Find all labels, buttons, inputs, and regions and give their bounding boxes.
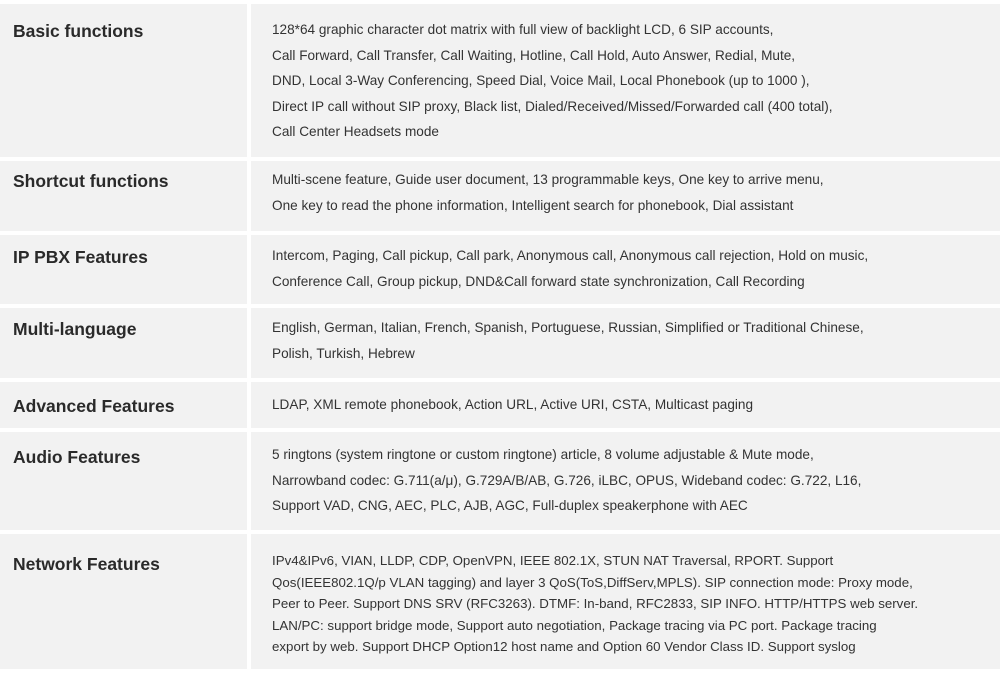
- value-line: Direct IP call without SIP proxy, Black list, Dialed/Received/Missed/Forwarded call (400 total),: [272, 98, 833, 114]
- row-value: [251, 235, 1000, 304]
- value-line: Multi-scene feature, Guide user document, 13 programmable keys, One key to arrive menu,: [272, 172, 824, 187]
- value-line: export by web. Support DHCP Option12 host name and Option 60 Vendor Class ID. Support syslog: [272, 639, 856, 654]
- value-line: IPv4&IPv6, VIAN, LLDP, CDP, OpenVPN, IEEE 802.1X, STUN NAT Traversal, RPORT. Support: [272, 553, 834, 568]
- value-line: DND, Local 3-Way Conferencing, Speed Dial, Voice Mail, Local Phonebook (up to 1000 ),: [272, 73, 810, 88]
- value-line: LDAP, XML remote phonebook, Action URL, Active URI, CSTA, Multicast paging: [272, 397, 754, 412]
- row-value: [251, 161, 1000, 231]
- spec-row-advanced-features: [0, 382, 1000, 428]
- value-line: Support VAD, CNG, AEC, PLC, AJB, AGC, Full-duplex speakerphone with AEC: [272, 498, 748, 513]
- row-value: [251, 534, 1000, 669]
- value-line: 128*64 graphic character dot matrix with full view of backlight LCD, 6 SIP accounts,: [272, 22, 774, 37]
- value-line: Narrowband codec: G.711(a/μ), G.729A/B/AB, G.726, iLBC, OPUS, Wideband codec: G.722, L16,: [272, 472, 862, 488]
- row-label-text: Audio Features: [13, 447, 141, 467]
- value-line: English, German, Italian, French, Spanish, Portuguese, Russian, Simplified or Traditional Chinese,: [272, 320, 864, 335]
- row-label: [0, 4, 247, 157]
- row-value: [251, 382, 1000, 428]
- row-label-text: Network Features: [13, 554, 160, 574]
- value-line: Conference Call, Group pickup, DND&Call forward state synchronization, Call Recording: [272, 273, 805, 289]
- row-label: [0, 235, 247, 304]
- value-line: LAN/PC: support bridge mode, Support auto negotiation, Package tracing via PC port. Package tracing: [272, 617, 877, 633]
- value-line: One key to read the phone information, Intelligent search for phonebook, Dial assistant: [272, 197, 794, 213]
- value-line: Qos(IEEE802.1Q/p VLAN tagging) and layer 3 QoS(ToS,DiffServ,MPLS). SIP connection mode: Proxy mode,: [272, 574, 913, 590]
- value-line: Polish, Turkish, Hebrew: [272, 345, 415, 361]
- spec-row-audio-features: [0, 432, 1000, 530]
- value-line: Intercom, Paging, Call pickup, Call park, Anonymous call, Anonymous call rejection, Hold on music,: [272, 248, 869, 263]
- spec-row-shortcut-functions: [0, 161, 1000, 231]
- row-label-text: Basic functions: [13, 21, 144, 41]
- row-label-text: IP PBX Features: [13, 247, 148, 267]
- value-line: Call Center Headsets mode: [272, 124, 439, 139]
- spec-row-basic-functions: [0, 4, 1000, 157]
- row-label: [0, 382, 247, 428]
- value-line: 5 ringtons (system ringtone or custom ringtone) article, 8 volume adjustable & Mute mode,: [272, 447, 814, 462]
- row-label: [0, 308, 247, 378]
- row-label: [0, 432, 247, 530]
- value-line: Peer to Peer. Support DNS SRV (RFC3263). DTMF: In-band, RFC2833, SIP INFO. HTTP/HTTPS web server.: [272, 596, 919, 611]
- spec-row-ip-pbx-features: [0, 235, 1000, 304]
- spec-row-multi-language: [0, 308, 1000, 378]
- value-line: Call Forward, Call Transfer, Call Waiting, Hotline, Call Hold, Auto Answer, Redial, Mute,: [272, 47, 796, 63]
- row-value: [251, 308, 1000, 378]
- row-value: [251, 432, 1000, 530]
- row-label: [0, 534, 247, 669]
- row-label-text: Advanced Features: [13, 396, 175, 416]
- row-label-text: Multi-language: [13, 319, 137, 339]
- row-label: [0, 161, 247, 231]
- row-label-text: Shortcut functions: [13, 171, 169, 191]
- row-value: [251, 4, 1000, 157]
- spec-row-network-features: [0, 534, 1000, 669]
